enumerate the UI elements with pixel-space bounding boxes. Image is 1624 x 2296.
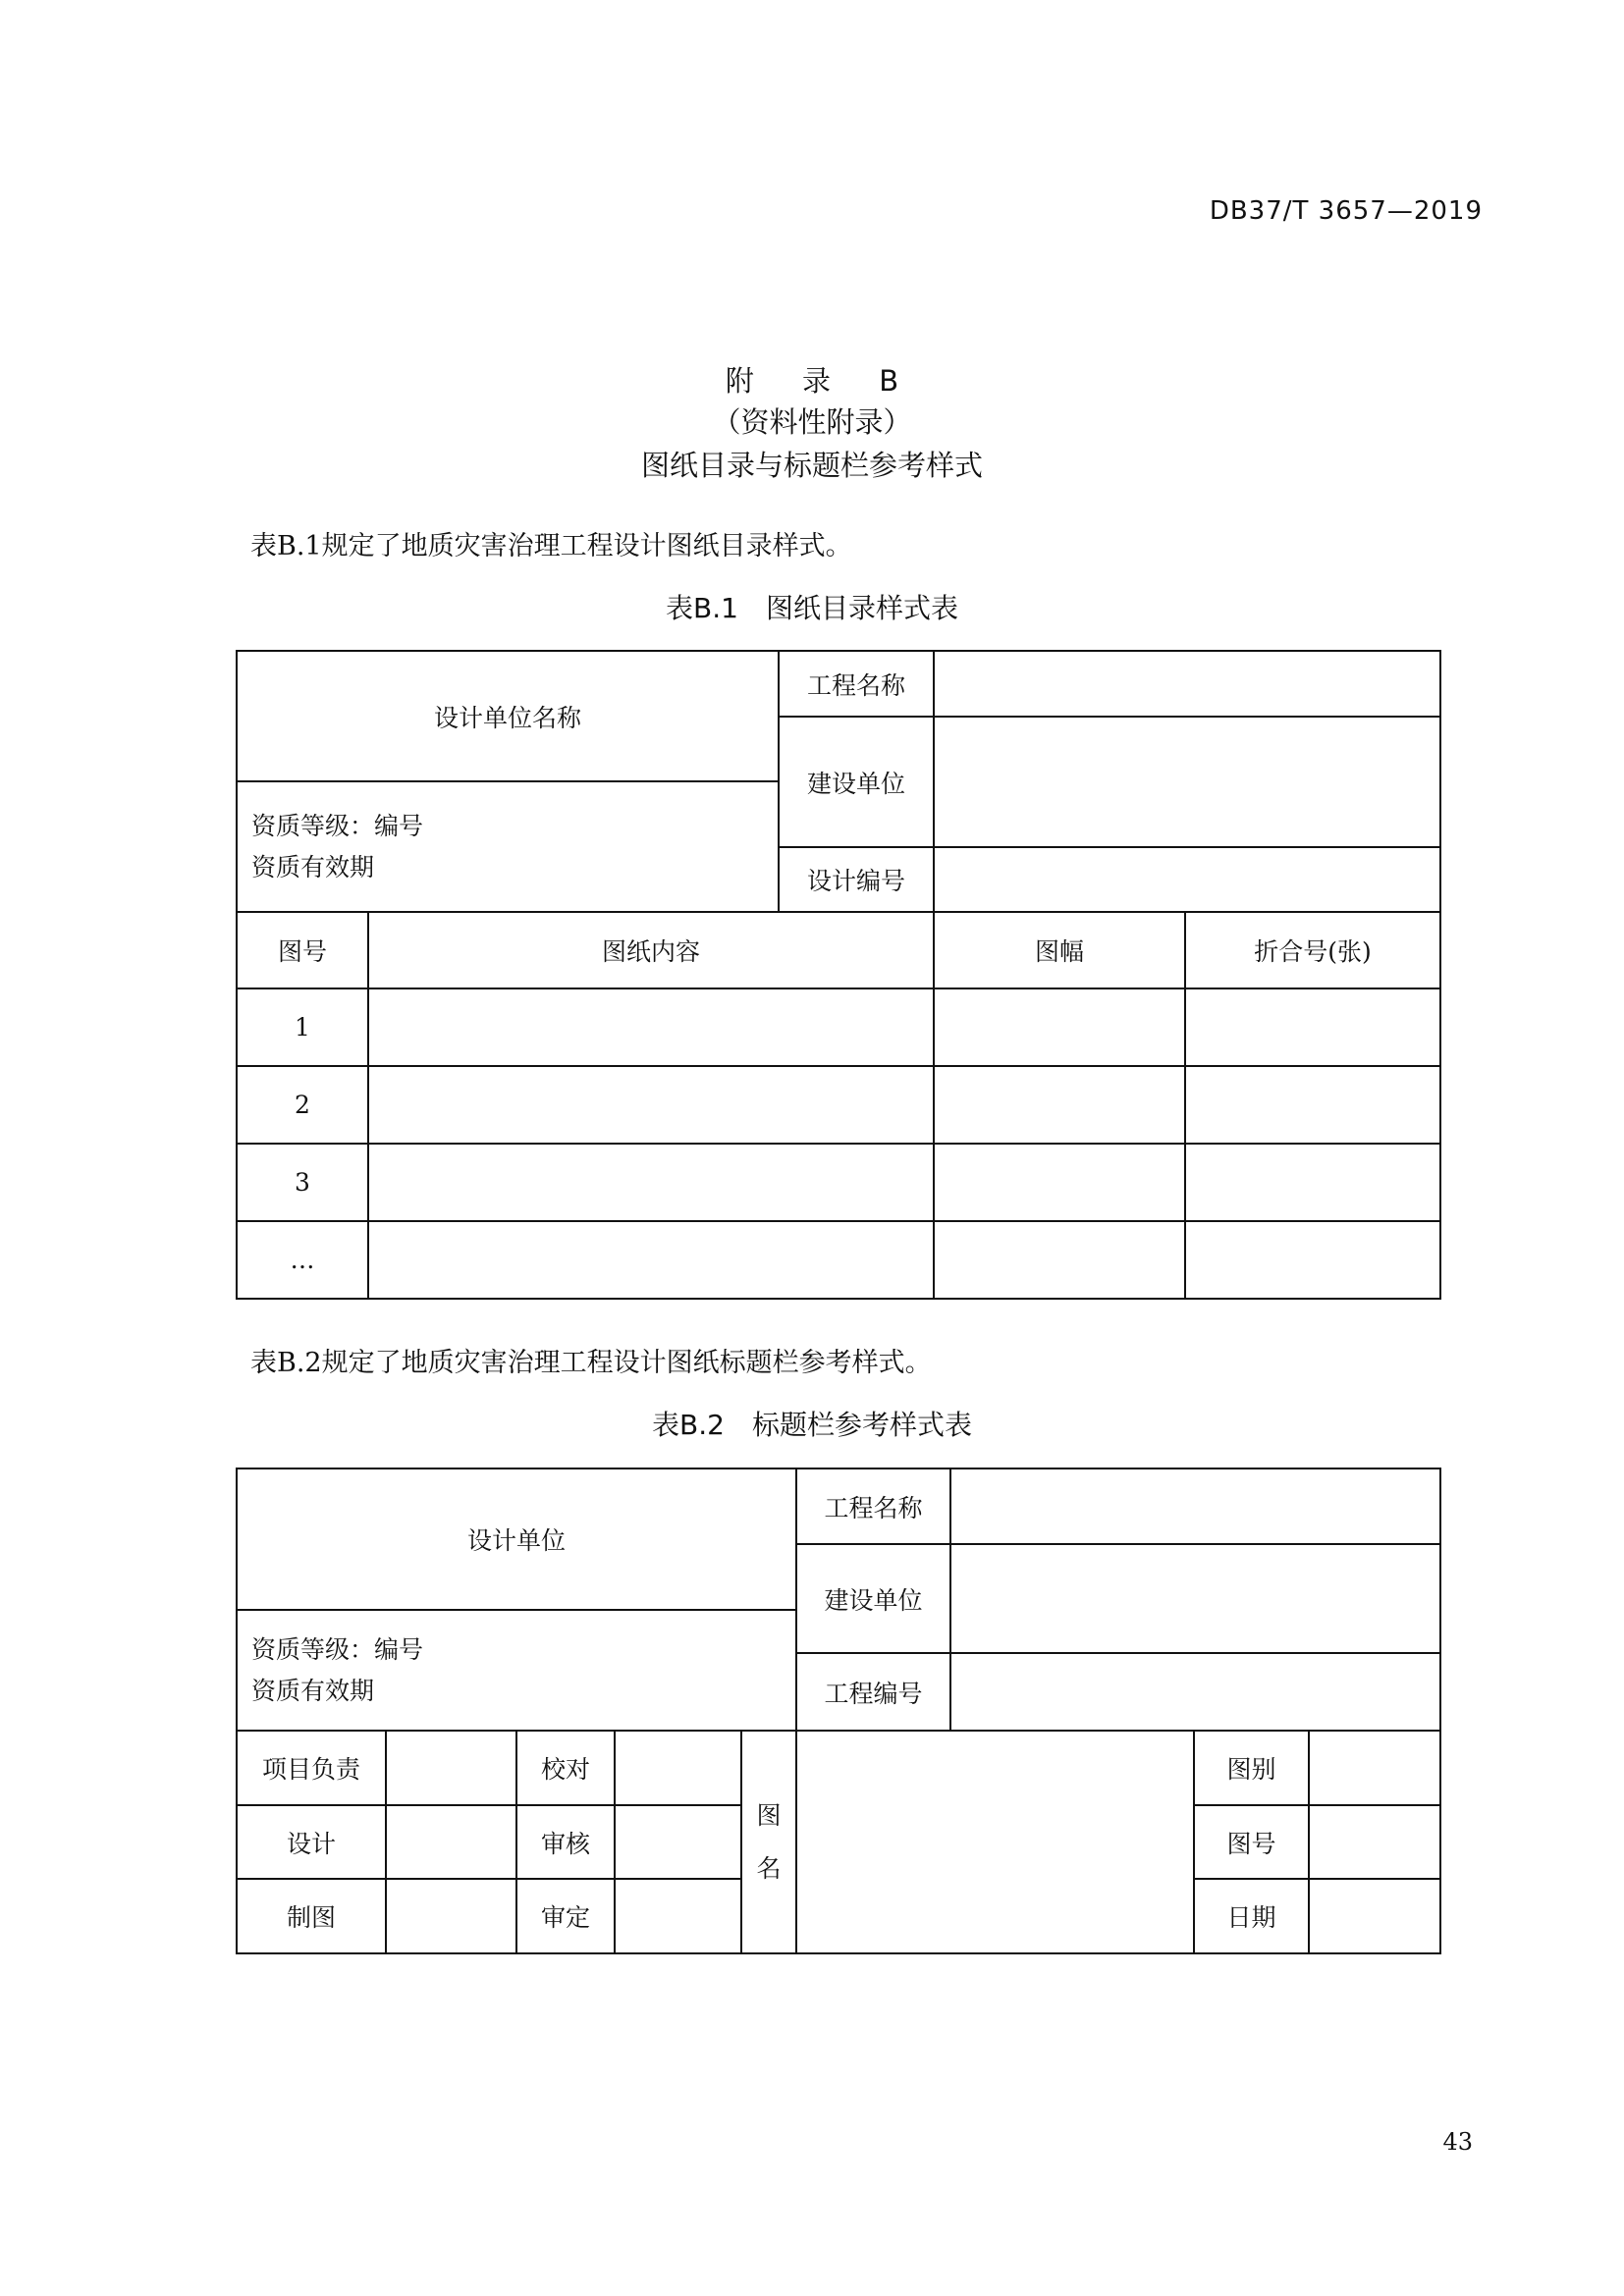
table-cell — [1185, 988, 1440, 1066]
drawing-category-value — [1309, 1731, 1440, 1805]
table-cell — [1185, 1066, 1440, 1144]
drawing-number-label: 图号 — [1194, 1805, 1309, 1879]
table-cell — [1185, 1221, 1440, 1299]
table-cell — [368, 1221, 934, 1299]
date-label: 日期 — [1194, 1879, 1309, 1953]
title-block-table — [236, 1468, 1441, 1954]
drafting-label: 制图 — [237, 1879, 386, 1953]
project-number-value — [950, 1653, 1440, 1731]
appendix-subtitle: （资料性附录） — [712, 405, 912, 439]
drawing-name-label — [741, 1731, 796, 1953]
table-b2-intro: 表B.2规定了地质灾害治理工程设计图纸标题栏参考样式。 — [250, 1348, 932, 1378]
qualification-validity: 资质有效期 — [251, 1676, 375, 1705]
project-name-label: 工程名称 — [779, 651, 934, 717]
proofread-value — [615, 1731, 741, 1805]
drawing-name-value — [796, 1731, 1194, 1953]
approve-label: 审定 — [516, 1879, 615, 1953]
design-value — [386, 1805, 516, 1879]
row-index: … — [237, 1221, 368, 1299]
appendix-title: 附 录 B — [725, 364, 919, 398]
table-cell — [934, 988, 1185, 1066]
table-cell — [934, 1144, 1185, 1221]
qualification-cell — [237, 781, 779, 912]
drawing-number-value — [1309, 1805, 1440, 1879]
construction-unit-value — [934, 717, 1440, 847]
drawing-catalog-table — [236, 650, 1441, 1300]
table-cell — [934, 1221, 1185, 1299]
design-label: 设计 — [237, 1805, 386, 1879]
qualification-validity: 资质有效期 — [251, 852, 375, 881]
table-cell — [368, 988, 934, 1066]
table-b1-intro: 表B.1规定了地质灾害治理工程设计图纸目录样式。 — [250, 531, 852, 561]
drawing-name-char: 图 — [756, 1800, 782, 1830]
column-header: 图纸内容 — [368, 912, 934, 988]
table-cell — [934, 1066, 1185, 1144]
row-index: 3 — [237, 1144, 368, 1221]
drawing-name-char: 名 — [756, 1853, 782, 1883]
design-number-value — [934, 847, 1440, 912]
project-number-label: 工程编号 — [796, 1653, 950, 1731]
drafting-value — [386, 1879, 516, 1953]
construction-unit-label: 建设单位 — [779, 717, 934, 847]
approve-value — [615, 1879, 741, 1953]
construction-unit-label: 建设单位 — [796, 1544, 950, 1653]
project-name-label: 工程名称 — [796, 1468, 950, 1544]
row-index: 1 — [237, 988, 368, 1066]
project-lead-label: 项目负责 — [237, 1731, 386, 1805]
project-name-value — [950, 1468, 1440, 1544]
table-b2-caption: 表B.2 标题栏参考样式表 — [652, 1409, 972, 1441]
qualification-level: 资质等级：编号 — [251, 1634, 424, 1664]
page-number: 43 — [1442, 2128, 1473, 2156]
column-header: 图号 — [237, 912, 368, 988]
design-unit-cell: 设计单位 — [237, 1468, 796, 1610]
table-cell — [368, 1144, 934, 1221]
table-b1-caption: 表B.1 图纸目录样式表 — [666, 592, 958, 624]
project-lead-value — [386, 1731, 516, 1805]
drawing-category-label: 图别 — [1194, 1731, 1309, 1805]
project-name-value — [934, 651, 1440, 717]
column-header: 图幅 — [934, 912, 1185, 988]
design-number-label: 设计编号 — [779, 847, 934, 912]
table-cell — [1185, 1144, 1440, 1221]
review-value — [615, 1805, 741, 1879]
construction-unit-value — [950, 1544, 1440, 1653]
design-unit-name-cell: 设计单位名称 — [237, 651, 779, 781]
qualification-level: 资质等级：编号 — [251, 811, 424, 840]
table-cell — [368, 1066, 934, 1144]
review-label: 审核 — [516, 1805, 615, 1879]
proofread-label: 校对 — [516, 1731, 615, 1805]
standard-code: DB37/T 3657—2019 — [1209, 196, 1483, 226]
column-header: 折合号(张) — [1185, 912, 1440, 988]
row-index: 2 — [237, 1066, 368, 1144]
qualification-cell — [237, 1610, 796, 1731]
date-value — [1309, 1879, 1440, 1953]
appendix-heading: 图纸目录与标题栏参考样式 — [640, 449, 983, 482]
